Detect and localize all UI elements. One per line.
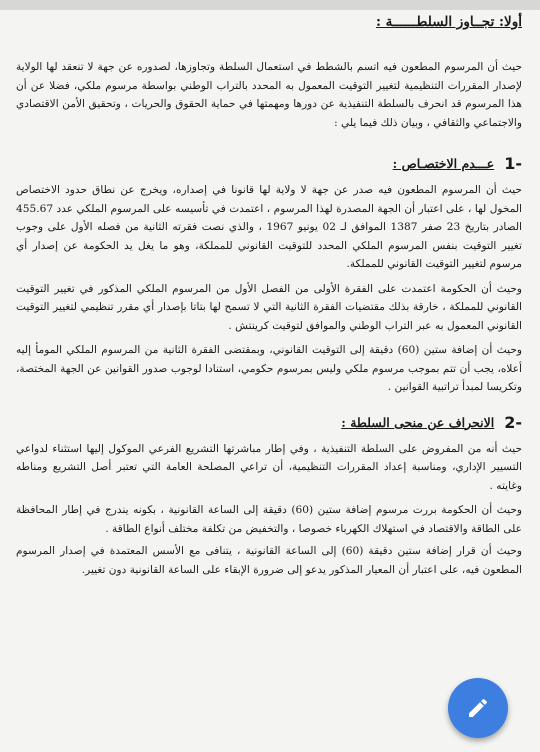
pencil-edit-icon: [466, 696, 490, 720]
section-2-title: الانحراف عن منحى السلطة :: [341, 414, 495, 430]
section-2-number: -2: [504, 412, 522, 432]
section-2-header: [16, 413, 522, 432]
section-1-header: [16, 154, 522, 173]
main-heading: أولا: تجــاوز السلطــــــة :: [376, 14, 522, 30]
section-2-paragraph-1: حيث أنه من المفروض على السلطة التنفيذية ، وفي إطار مباشرتها التشريع الفرعي الموكول إليها استثناء لدواعي التسيير الإداري، ومناسبة إعداد المقررات التنظيمية، أن تراعي المصلحة العامة التي تعتبر أصل التشريع ومناطه وغايته .: [16, 442, 522, 492]
edit-fab-button[interactable]: [448, 678, 508, 738]
section-2-paragraph-2: وحيث أن الحكومة بررت مرسوم إضافة ستين (60) دقيقة إلى الساعة القانونية ، بكونه يندرج في إطار المحافظة على الطاقة والاقتصاد في استهلاك الكهرباء خصوصا ، والتخفيض من تكلفة مختلف أنواع الطاقة .: [16, 504, 522, 535]
section-2-paragraph-3: وحيث أن قرار إضافة ستين دقيقة (60) إلى الساعة القانونية ، يتنافى مع الأسس المعتمدة في إصدار المرسوم المطعون فيه، على اعتبار أن المعيار المذكور يدعو إلى ضرورة الإبقاء على الساعة القانونية دون تغيير.: [16, 545, 522, 576]
intro-paragraph: حيث أن المرسوم المطعون فيه اتسم بالشطط في استعمال السلطة وتجاوزها، لصدوره عن جهة لا تنعقد لها الولاية لإصدار المقررات التنظيمية لتغيير التوقيت المعمول به المحدد بالتراب الوطني بواسطة مرسوم ملكي، فضلا عن أن هذا المرسوم قد انحرف بالسلطة التنفيذية عن دورها ومهمتها في حماية الحقوق والحريات ، وتحقيق الأمن الاقتصادي والاجتماعي والثقافي ، وبيان ذلك فيما يلي :: [16, 61, 522, 129]
section-1-paragraph-3: وحيث أن إضافة ستين (60) دقيقة إلى التوقيت القانوني، وبمقتضى الفقرة الثانية من المرسوم الملكي المومأ إليه أعلاه، يجب أن تتم بموجب مرسوم ملكي وليس بمرسوم حكومي، استنادا لوجوب صدور القوانين عن الجهة المختصة، وتكريسا لمبدأ تراتبية القوانين .: [16, 344, 522, 393]
top-edge: [0, 0, 540, 10]
section-1-paragraph-1: حيث أن المرسوم المطعون فيه صدر عن جهة لا ولاية لها قانونا في إصداره، ويخرج عن نطاق حدود الاختصاص المخول لها ، على اعتبار أن الجهة المصدرة لهذا المرسوم ، اعتمدت في تأسيسه على المرسوم الملكي عدد 455.67 الصادر بتاريخ 23 صفر 1387 الموافق لـ 02 يونيو 1967 ، والذي نصت فقرته الثانية من فصله الأول على وجوب تغيير التوقيت بنفس المرسوم الملكي المحدد للتوقيت القانوني للمملكة، وهو ما يغل يد الحكومة عن إصدار أي مرسوم لتغيير التوقيت القانوني للمملكة.: [16, 184, 523, 270]
section-1-paragraph-2: وحيث أن الحكومة اعتمدت على الفقرة الأولى من الفصل الأول من المرسوم الملكي المذكور في تغيير التوقيت القانوني للمملكة ، خارقة بذلك مقتضيات الفقرة الثانية التي لا تسمح لها بتاتا بإصدار أي مقرر تنظيمي لتغيير التوقيت القانوني المعمول به عبر التراب الوطني والموافق لتوقيت كرينتش .: [16, 282, 522, 332]
document-body: [16, 14, 522, 579]
section-1-title: عـــدم الاختصـاص :: [392, 156, 495, 171]
section-1-number: -1: [504, 154, 522, 173]
